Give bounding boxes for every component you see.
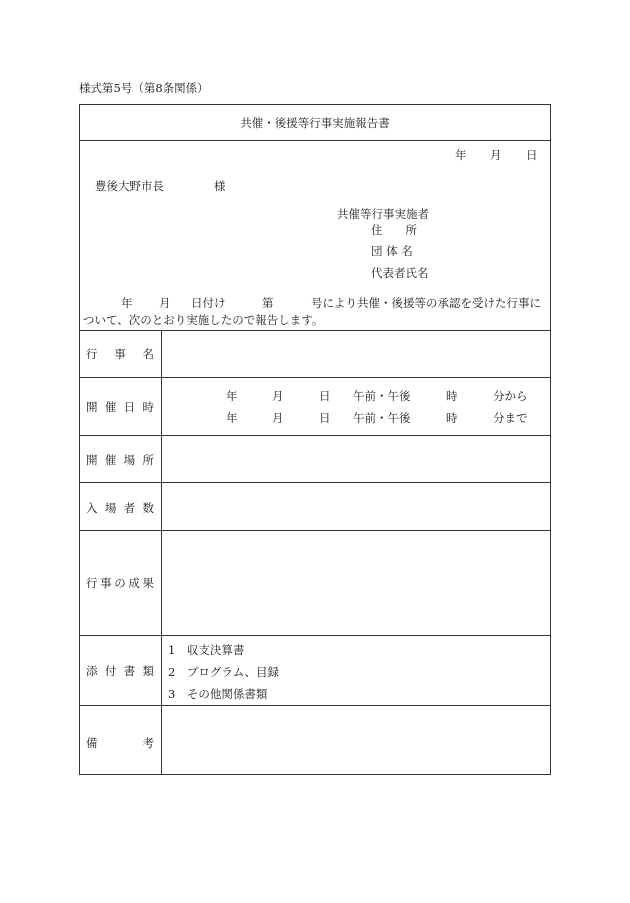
label-event-name (86, 346, 154, 362)
label-char: 行 (86, 347, 98, 361)
from-minute: 分から (493, 389, 528, 403)
label-attendance (86, 500, 154, 516)
divider (80, 705, 550, 706)
label-char: 催 (104, 453, 117, 467)
divider (80, 635, 550, 636)
to-hour: 時 (446, 411, 458, 425)
label-char: 付 (104, 664, 117, 678)
label-char: 催 (104, 400, 117, 414)
divider (80, 140, 550, 141)
representative-label: 代表者氏名 (371, 266, 429, 280)
label-char: 日 (123, 400, 136, 414)
label-char: 開 (86, 453, 98, 467)
label-char: 事 (100, 576, 112, 590)
report-form (79, 104, 551, 775)
addressee: 豊後大野市長 (95, 179, 164, 193)
label-char: 添 (86, 664, 98, 678)
to-ampm: 午前・午後 (353, 411, 411, 425)
label-char: 時 (142, 400, 154, 414)
attachment-item: 1 収支決算書 (168, 643, 245, 657)
body-line-2: ついて、次のとおり実施したので報告します。 (83, 313, 324, 327)
body-year: 年 (121, 296, 133, 310)
label-venue (86, 452, 154, 468)
divider (80, 377, 550, 378)
attachment-item: 2 プログラム、目録 (168, 665, 280, 679)
body-month: 月 (159, 296, 171, 310)
label-char: 名 (142, 347, 154, 361)
form-number: 様式第5号（第8条関係） (79, 81, 209, 95)
address-label: 住 所 (371, 223, 417, 237)
body-date-ref: 日付け (191, 296, 226, 310)
label-char: 者 (123, 501, 136, 515)
from-ampm: 午前・午後 (353, 389, 411, 403)
label-char: 果 (142, 576, 154, 590)
from-hour: 時 (446, 389, 458, 403)
from-day: 日 (319, 389, 331, 403)
date-month: 月 (490, 148, 502, 162)
label-char: 開 (86, 400, 98, 414)
label-remarks (86, 735, 154, 751)
label-datetime (86, 399, 154, 415)
to-minute: 分まで (493, 411, 528, 425)
from-month: 月 (272, 389, 284, 403)
label-char: 行 (86, 576, 98, 590)
label-attachments (86, 663, 154, 679)
from-year: 年 (226, 389, 238, 403)
label-char: 場 (104, 501, 117, 515)
to-month: 月 (272, 411, 284, 425)
label-char: 考 (142, 736, 154, 750)
label-char: 所 (142, 453, 154, 467)
label-char: 事 (114, 347, 126, 361)
body-approval-text: 号により共催・後援等の承認を受けた行事に (311, 296, 541, 310)
honorific: 様 (214, 179, 226, 193)
date-year: 年 (455, 148, 467, 162)
attachment-item: 3 その他関係書類 (168, 687, 268, 701)
group-name-label: 団 体 名 (371, 244, 413, 258)
document-title: 共催・後援等行事実施報告書 (240, 116, 390, 130)
label-char: 成 (128, 576, 140, 590)
divider (80, 482, 550, 483)
applicant-heading: 共催等行事実施者 (337, 207, 429, 221)
label-column-divider (161, 331, 162, 774)
to-day: 日 (319, 411, 331, 425)
label-char: 書 (123, 664, 136, 678)
body-number-prefix: 第 (262, 296, 274, 310)
label-char: の (114, 576, 126, 590)
date-day: 日 (526, 148, 538, 162)
label-char: 場 (123, 453, 136, 467)
label-char: 入 (86, 501, 98, 515)
label-char: 類 (142, 664, 154, 678)
divider (80, 330, 550, 331)
label-results (86, 575, 154, 591)
to-year: 年 (226, 411, 238, 425)
divider (80, 530, 550, 531)
label-char: 備 (86, 736, 98, 750)
label-char: 数 (142, 501, 154, 515)
divider (80, 435, 550, 436)
